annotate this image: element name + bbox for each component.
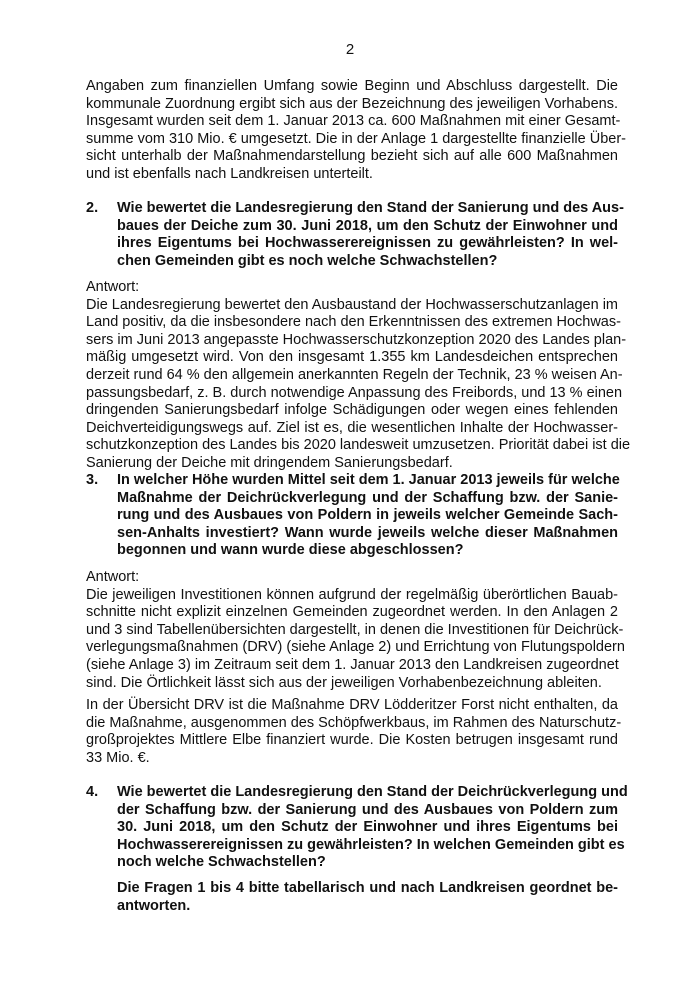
question-line: baues der Deiche zum 30. Juni 2018, um den Schutz der Einwohner und	[117, 217, 618, 234]
question-line: Wie bewertet die Landesregierung den Stand der Deichrückverlegung und	[117, 784, 628, 800]
text-line: schnitte nicht explizit einzelnen Gemeinden zugeordnet werden. In den Anlagen 2	[86, 604, 618, 621]
text-line: passungsbedarf, z. B. durch notwendige Anpassung des Freibords, und 13 % einen	[86, 384, 623, 401]
text-line: sicht unterhalb der Maßnahmendarstellung bezieht sich auf alle 600 Maßnahmen	[86, 148, 618, 165]
text-line: Sanierung der Deiche mit dringendem Sanierungsbedarf.	[86, 454, 453, 471]
question-2-text	[117, 200, 624, 270]
text-line: sers im Juni 2013 angepasste Hochwasserschutzkonzeption 2020 des Landes plan-	[86, 331, 627, 348]
answer-3-paragraph-2	[86, 697, 622, 767]
text-line: sind. Die Örtlichkeit lässt sich aus der jeweiligen Vorhabenbezeichnung ableiten.	[86, 674, 602, 691]
question-line: 30. Juni 2018, um den Schutz der Einwohner und ihres Eigentums bei	[117, 819, 618, 836]
question-4-text	[117, 784, 628, 872]
text-line: Deichverteidigungswegs auf. Ziel ist es, die wesentlichen Inhalte der Hochwasser-	[86, 419, 618, 436]
text-line: verlegungsmaßnahmen (DRV) (siehe Anlage 2) und Errichtung von Flutungspoldern	[86, 639, 625, 656]
answer-3	[86, 569, 625, 692]
question-4-number: 4.	[86, 784, 99, 800]
text-line: und 3 sind Tabellenübersichten dargestellt, in denen die Investitionen für Deichrück-	[86, 621, 624, 638]
question-3-text	[117, 472, 618, 560]
question-line: chen Gemeinden gibt es noch welche Schwachstellen?	[117, 252, 498, 269]
text-line: summe vom 310 Mio. € umgesetzt. Die in der Anlage 1 dargestellte finanzielle Über-	[86, 130, 626, 147]
question-line: Hochwasserereignissen zu gewährleisten? In welchen Gemeinden gibt es	[117, 836, 625, 853]
text-line: mäßig umgesetzt wird. Von den insgesamt 1.355 km Landesdeichen entsprechen	[86, 349, 618, 366]
question-line: Wie bewertet die Landesregierung den Stand der Sanierung und des Aus-	[117, 200, 624, 216]
text-line: und ist ebenfalls nach Landkreisen unterteilt.	[86, 165, 373, 182]
text-line: Land positiv, da die insbesondere nach den Erkenntnissen des extremen Hochwas-	[86, 314, 621, 331]
text-line: Die jeweiligen Investitionen können aufgrund der regelmäßig überörtlichen Bauab-	[86, 586, 618, 603]
question-line: Maßnahme der Deichrückverlegung und der Schaffung bzw. der Sanie-	[117, 489, 618, 506]
text-line: Angaben zum finanziellen Umfang sowie Beginn und Abschluss dargestellt. Die	[86, 78, 618, 94]
question-line: der Schaffung bzw. der Sanierung und des Ausbaues von Poldern zum	[117, 801, 618, 818]
question-3-number: 3.	[86, 472, 99, 488]
page-number: 2	[345, 41, 355, 58]
question-line: In welcher Höhe wurden Mittel seit dem 1. Januar 2013 jeweils für welche	[117, 472, 620, 488]
note-line: antworten.	[117, 897, 191, 914]
text-line: schutzkonzeption des Landes bis 2020 landesweit umzusetzen. Priorität dabei ist die	[86, 437, 631, 454]
text-line: 33 Mio. €.	[86, 749, 150, 766]
question-2-number: 2.	[86, 200, 99, 216]
answer-2	[86, 279, 631, 473]
note-line: Die Fragen 1 bis 4 bitte tabellarisch und nach Landkreisen geordnet be-	[117, 880, 618, 896]
text-line: großprojektes Mittlere Elbe finanziert wurde. Die Kosten betrugen insgesamt rund	[86, 732, 618, 749]
answer-label: Antwort:	[86, 569, 140, 585]
text-line: Insgesamt wurden seit dem 1. Januar 2013 ca. 600 Maßnahmen mit einer Gesamt-	[86, 113, 621, 130]
text-line: derzeit rund 64 % den allgemein anerkannten Regeln der Technik, 23 % weisen An-	[86, 366, 623, 383]
question-4-note	[117, 880, 618, 915]
intro-paragraph	[86, 78, 626, 184]
text-line: die Maßnahme, ausgenommen des Schöpfwerkbaus, im Rahmen des Naturschutz-	[86, 714, 622, 731]
question-line: begonnen und wann wurde diese abgeschlossen?	[117, 542, 464, 559]
question-line: ihres Eigentums bei Hochwasserereignissen zu gewährleisten? In wel-	[117, 235, 618, 252]
question-line: sen-Anhalts investiert? Wann wurde jeweils welche dieser Maßnahmen	[117, 524, 618, 541]
text-line: dringenden Sanierungsbedarf infolge Schädigungen oder wegen eines fehlenden	[86, 402, 618, 419]
question-line: noch welche Schwachstellen?	[117, 854, 326, 871]
text-line: Die Landesregierung bewertet den Ausbaustand der Hochwasserschutzanlagen im	[86, 296, 618, 313]
text-line: (siehe Anlage 3) im Zeitraum seit dem 1. Januar 2013 den Landkreisen zugeordnet	[86, 656, 619, 673]
text-line: kommunale Zuordnung ergibt sich aus der Bezeichnung des jeweiligen Vorhabens.	[86, 95, 618, 112]
question-line: rung und des Ausbaues von Poldern in jeweils welcher Gemeinde Sach-	[117, 507, 618, 524]
answer-label: Antwort:	[86, 279, 140, 295]
text-line: In der Übersicht DRV ist die Maßnahme DRV Lödderitzer Forst nicht enthalten, da	[86, 697, 618, 713]
